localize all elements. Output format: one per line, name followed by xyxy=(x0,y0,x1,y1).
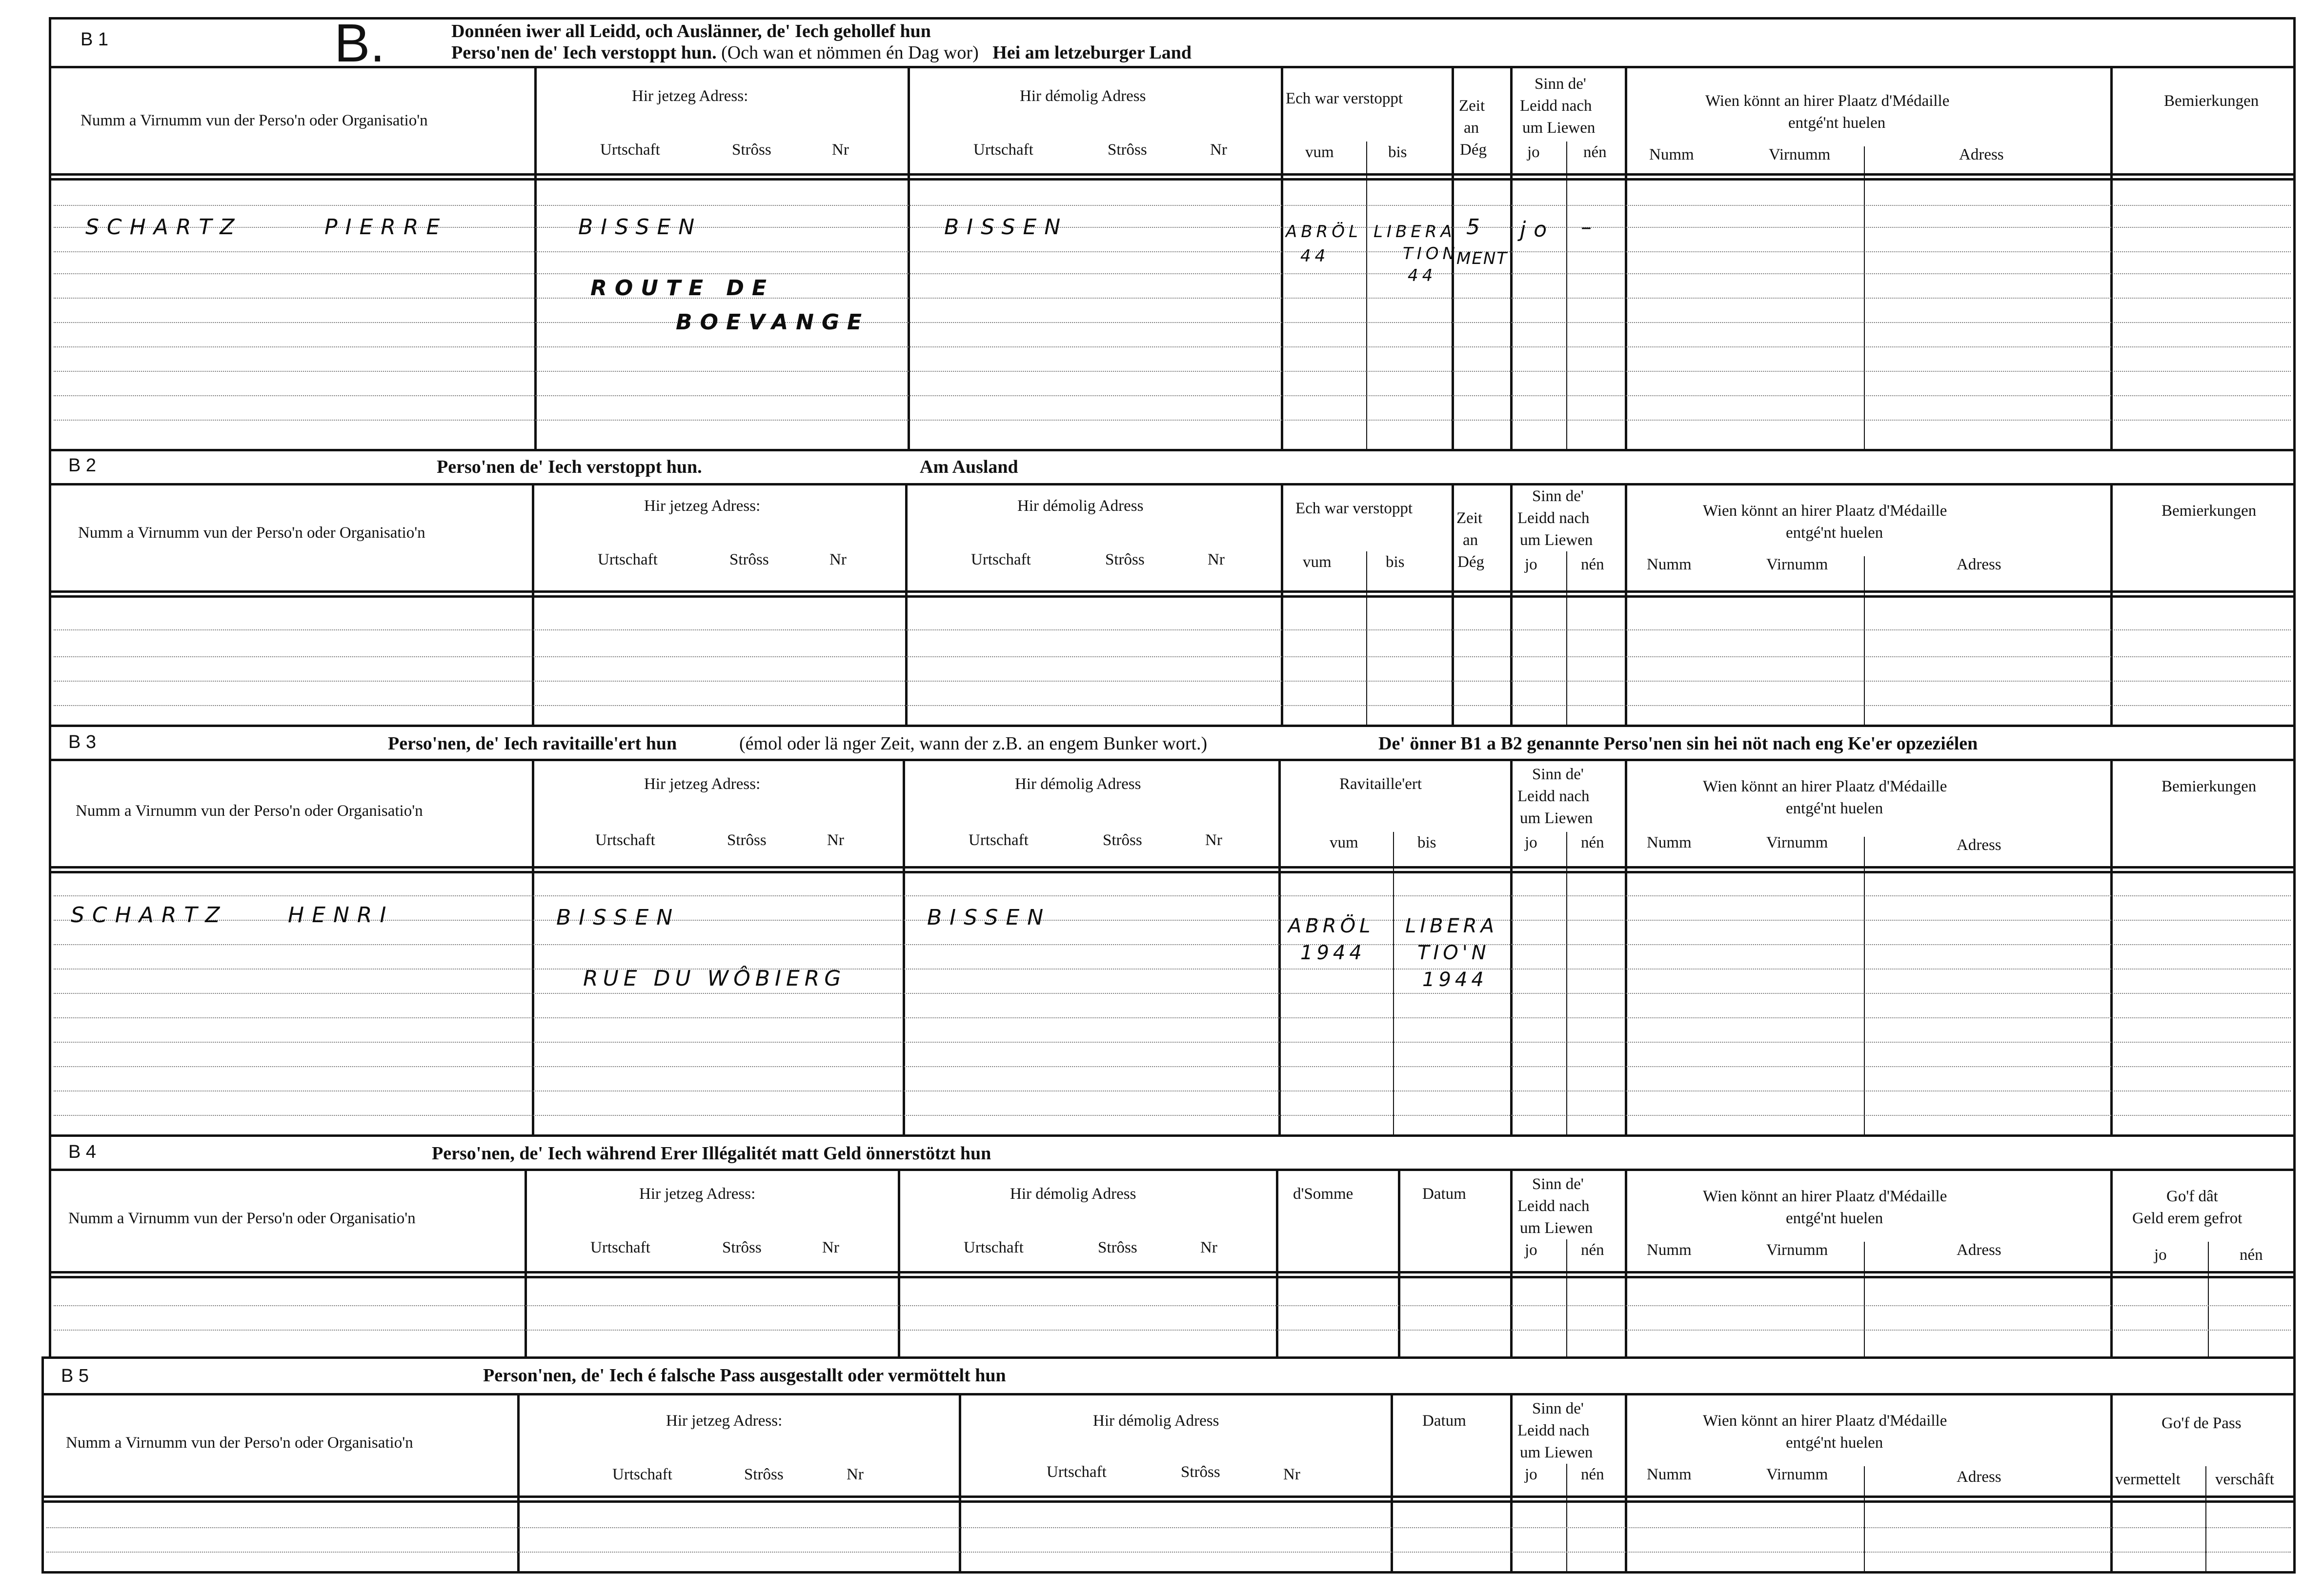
col-street: Strôss xyxy=(1108,141,1147,159)
col-to: bis xyxy=(1388,143,1407,161)
col-town: Urtschaft xyxy=(598,551,658,568)
form-letter: B. xyxy=(334,13,385,73)
col-nr: Nr xyxy=(829,551,847,568)
col-no: nén xyxy=(1583,143,1607,161)
col-name: Numm a Virnumm vun der Perso'n oder Organisatio'n xyxy=(76,802,423,820)
col-yes: jo xyxy=(1525,556,1537,573)
section-b4-label: B 4 xyxy=(68,1142,97,1162)
col-medal-1: Wien könnt an hirer Plaatz d'Médaille xyxy=(1703,1188,1947,1205)
col-firstname: Virnumm xyxy=(1766,834,1828,851)
b1-entry-from-1: ABRÖL xyxy=(1286,222,1362,242)
col-money-returned-1: Go'f dât xyxy=(2166,1188,2218,1205)
col-firstname: Virnumm xyxy=(1766,1466,1828,1483)
section-b3-note: (émol oder lä nger Zeit, wann der z.B. an engem Bunker wort.) xyxy=(739,733,1208,754)
section-b5-title: Person'nen, de' Iech é falsche Pass ausgestallt oder vermöttelt hun xyxy=(483,1365,1006,1386)
col-yes: jo xyxy=(1527,143,1540,161)
b3-entry-from-2: 1944 xyxy=(1300,942,1366,964)
col-medal-1: Wien könnt an hirer Plaatz d'Médaille xyxy=(1703,502,1947,520)
b1-entry-current-town: BISSEN xyxy=(578,215,703,240)
col-name: Numm a Virnumm vun der Perso'n oder Organisatio'n xyxy=(68,1210,416,1227)
b3-entry-current-town: BISSEN xyxy=(556,905,681,930)
table-b1 xyxy=(49,68,2296,451)
col-danger-1: Sinn de' xyxy=(1532,1175,1584,1193)
section-b1-title: Donnéen iwer all Leidd, och Auslänner, de' Iech gehollef hun xyxy=(451,21,931,41)
col-days-2: an xyxy=(1464,119,1479,137)
section-b2-label: B 2 xyxy=(68,455,97,476)
b1-entry-current-street-2: BOEVANGE xyxy=(676,310,870,335)
col-street: Strôss xyxy=(1103,831,1142,849)
col-remarks: Bemierkungen xyxy=(2164,92,2259,110)
b1-entry-danger-no: – xyxy=(1581,215,1599,240)
b3-entry-current-street: RUE DU WÔBIERG xyxy=(583,966,846,991)
col-former-address: Hir démolig Adress xyxy=(1017,497,1144,515)
b1-subtitle-part3: Hei am letzeburger Land xyxy=(992,42,1192,63)
col-medal-1: Wien könnt an hirer Plaatz d'Médaille xyxy=(1705,92,1950,110)
col-nr: Nr xyxy=(832,141,849,159)
b1-entry-former-town: BISSEN xyxy=(944,215,1069,240)
col-nr: Nr xyxy=(847,1466,864,1483)
col-former-address: Hir démolig Adress xyxy=(1015,775,1141,793)
col-firstname: Virnumm xyxy=(1766,1241,1828,1259)
col-from: vum xyxy=(1303,553,1332,571)
col-yes: jo xyxy=(1525,834,1537,851)
section-b3 xyxy=(49,725,2296,1137)
col-medal-2: entgé'nt huelen xyxy=(1786,800,1883,817)
b1-entry-from-2: 44 xyxy=(1300,246,1330,266)
col-days-3: Dég xyxy=(1460,141,1487,159)
col-to: bis xyxy=(1386,553,1405,571)
col-address: Adress xyxy=(1957,556,2001,573)
section-b5-label: B 5 xyxy=(61,1366,89,1386)
col-town: Urtschaft xyxy=(969,831,1029,849)
col-danger-3: um Liewen xyxy=(1520,531,1593,549)
section-b3-instruction: De' önner B1 a B2 genannte Perso'nen sin hei nöt nach eng Ke'er opzeziélen xyxy=(1378,733,1978,754)
col-supplied: Ravitaille'ert xyxy=(1339,775,1422,793)
col-town: Urtschaft xyxy=(612,1466,672,1483)
b1-entry-current-street-1: ROUTE DE xyxy=(590,276,774,301)
col-address: Adress xyxy=(1957,1241,2001,1259)
col-address: Adress xyxy=(1957,836,2001,854)
col-days-2: an xyxy=(1463,531,1478,549)
b3-entry-to-2: TIO'N xyxy=(1417,942,1490,964)
b3-entry-to-1: LIBERA xyxy=(1405,915,1498,937)
col-medal-2: entgé'nt huelen xyxy=(1788,114,1886,132)
col-from: vum xyxy=(1330,834,1358,851)
col-sum: d'Somme xyxy=(1293,1185,1354,1203)
col-danger-3: um Liewen xyxy=(1520,1219,1593,1237)
col-medal-1: Wien könnt an hirer Plaatz d'Médaille xyxy=(1703,1412,1947,1430)
col-medal-2: entgé'nt huelen xyxy=(1786,524,1883,542)
b1-entry-to-1: LIBERA xyxy=(1374,222,1456,242)
b3-entry-firstname: HENRI xyxy=(288,903,394,928)
col-danger-2: Leidd nach xyxy=(1517,788,1590,805)
section-b3-label: B 3 xyxy=(68,732,97,752)
col-yes: jo xyxy=(2154,1246,2167,1264)
col-danger-1: Sinn de' xyxy=(1532,487,1584,505)
col-nr: Nr xyxy=(1208,551,1225,568)
col-danger-1: Sinn de' xyxy=(1532,766,1584,783)
col-medal-1: Wien könnt an hirer Plaatz d'Médaille xyxy=(1703,778,1947,795)
col-firstname: Virnumm xyxy=(1766,556,1828,573)
col-current-address: Hir jetzeg Adress: xyxy=(666,1412,783,1430)
col-nr: Nr xyxy=(1283,1466,1300,1483)
b1-entry-days-1: 5 xyxy=(1466,215,1488,240)
col-made: verschâft xyxy=(2215,1471,2274,1488)
col-street: Strôss xyxy=(1105,551,1145,568)
col-nr: Nr xyxy=(822,1239,839,1256)
section-b4 xyxy=(49,1134,2296,1359)
col-yes: jo xyxy=(1525,1241,1537,1259)
section-b2-title: Perso'nen de' Iech verstoppt hun. xyxy=(437,457,702,477)
col-no: nén xyxy=(1581,1241,1604,1259)
col-surname: Numm xyxy=(1647,1241,1692,1259)
col-hidden: Ech war verstoppt xyxy=(1286,90,1403,107)
col-street: Strôss xyxy=(1181,1463,1220,1481)
col-town: Urtschaft xyxy=(971,551,1031,568)
col-days-1: Zeit xyxy=(1459,97,1485,115)
col-medal-2: entgé'nt huelen xyxy=(1786,1434,1883,1452)
col-town: Urtschaft xyxy=(600,141,660,159)
col-former-address: Hir démolig Adress xyxy=(1093,1412,1219,1430)
b1-entry-to-3: 44 xyxy=(1408,266,1437,285)
col-pass: Go'f de Pass xyxy=(2162,1414,2242,1432)
col-danger-3: um Liewen xyxy=(1520,1444,1593,1461)
col-current-address: Hir jetzeg Adress: xyxy=(644,775,761,793)
col-danger-2: Leidd nach xyxy=(1517,1422,1590,1439)
col-danger-1: Sinn de' xyxy=(1532,1400,1584,1417)
col-remarks: Bemierkungen xyxy=(2162,778,2257,795)
col-no: nén xyxy=(1581,834,1604,851)
b1-entry-danger-yes: jo xyxy=(1520,217,1555,242)
col-former-address: Hir démolig Adress xyxy=(1010,1185,1136,1203)
b1-entry-days-2: MENT xyxy=(1456,249,1508,268)
col-current-address: Hir jetzeg Adress: xyxy=(632,87,748,105)
col-street: Strôss xyxy=(732,141,771,159)
col-date: Datum xyxy=(1422,1412,1466,1430)
col-medal-2: entgé'nt huelen xyxy=(1786,1210,1883,1227)
col-surname: Numm xyxy=(1647,1466,1692,1483)
section-b5 xyxy=(41,1356,2296,1574)
col-name: Numm a Virnumm vun der Perso'n oder Organisatio'n xyxy=(78,524,425,542)
col-town: Urtschaft xyxy=(595,831,655,849)
col-danger-2: Leidd nach xyxy=(1517,1197,1590,1215)
b1-entry-surname: SCHARTZ xyxy=(85,215,242,240)
col-surname: Numm xyxy=(1647,834,1692,851)
col-street: Strôss xyxy=(722,1239,762,1256)
col-current-address: Hir jetzeg Adress: xyxy=(644,497,761,515)
col-date: Datum xyxy=(1422,1185,1466,1203)
col-money-returned-2: Geld erem gefrot xyxy=(2132,1210,2242,1227)
section-b4-title: Perso'nen, de' Iech während Erer Illégalitét matt Geld önnerstötzt hun xyxy=(432,1143,991,1164)
b1-subtitle-part2: (Och wan et nömmen én Dag wor) xyxy=(721,42,979,63)
b3-entry-to-3: 1944 xyxy=(1422,969,1488,991)
col-street: Strôss xyxy=(1098,1239,1137,1256)
col-surname: Numm xyxy=(1647,556,1692,573)
col-name: Numm a Virnumm vun der Perso'n oder Organisatio'n xyxy=(66,1434,413,1452)
col-address: Adress xyxy=(1957,1468,2001,1486)
col-town: Urtschaft xyxy=(973,141,1033,159)
col-current-address: Hir jetzeg Adress: xyxy=(639,1185,756,1203)
col-surname: Numm xyxy=(1649,146,1694,163)
col-remarks: Bemierkungen xyxy=(2162,502,2257,520)
section-b3-title: Perso'nen, de' Iech ravitaille'ert hun xyxy=(388,733,677,754)
b3-entry-surname: SCHARTZ xyxy=(71,903,228,928)
b1-subtitle-part1: Perso'nen de' Iech verstoppt hun. xyxy=(451,42,717,63)
col-danger-3: um Liewen xyxy=(1520,809,1593,827)
col-street: Strôss xyxy=(729,551,769,568)
b3-entry-former-town: BISSEN xyxy=(927,905,1051,930)
b1-entry-firstname: PIERRE xyxy=(324,215,448,240)
section-b1-label: B 1 xyxy=(81,29,109,50)
col-to: bis xyxy=(1417,834,1436,851)
col-town: Urtschaft xyxy=(1047,1463,1107,1481)
col-mediated: vermettelt xyxy=(2115,1471,2181,1488)
col-hidden: Ech war verstoppt xyxy=(1295,500,1413,517)
col-days-3: Dég xyxy=(1457,553,1484,571)
b1-entry-to-2: TION xyxy=(1403,244,1459,263)
col-nr: Nr xyxy=(827,831,844,849)
col-no: nén xyxy=(1581,556,1604,573)
col-danger-3: um Liewen xyxy=(1522,119,1596,137)
col-days-1: Zeit xyxy=(1456,509,1483,527)
col-address: Adress xyxy=(1959,146,2004,163)
col-danger-2: Leidd nach xyxy=(1520,97,1592,115)
col-nr: Nr xyxy=(1200,1239,1217,1256)
col-town: Urtschaft xyxy=(590,1239,650,1256)
col-no: nén xyxy=(1581,1466,1604,1483)
col-firstname: Virnumm xyxy=(1769,146,1831,163)
section-b2-place: Am Ausland xyxy=(920,457,1018,477)
col-street: Strôss xyxy=(727,831,767,849)
col-yes: jo xyxy=(1525,1466,1537,1483)
col-street: Strôss xyxy=(744,1466,784,1483)
section-b1-subtitle xyxy=(451,42,1192,63)
col-nr: Nr xyxy=(1205,831,1222,849)
col-nr: Nr xyxy=(1210,141,1227,159)
col-no: nén xyxy=(2240,1246,2263,1264)
section-b2 xyxy=(49,449,2296,727)
col-name: Numm a Virnumm vun der Perso'n oder Organisatio'n xyxy=(81,112,428,129)
col-from: vum xyxy=(1305,143,1334,161)
col-former-address: Hir démolig Adress xyxy=(1020,87,1146,105)
col-danger-2: Leidd nach xyxy=(1517,509,1590,527)
b3-entry-from-1: ABRÖL xyxy=(1288,915,1374,937)
col-danger-1: Sinn de' xyxy=(1535,75,1586,93)
col-town: Urtschaft xyxy=(964,1239,1024,1256)
